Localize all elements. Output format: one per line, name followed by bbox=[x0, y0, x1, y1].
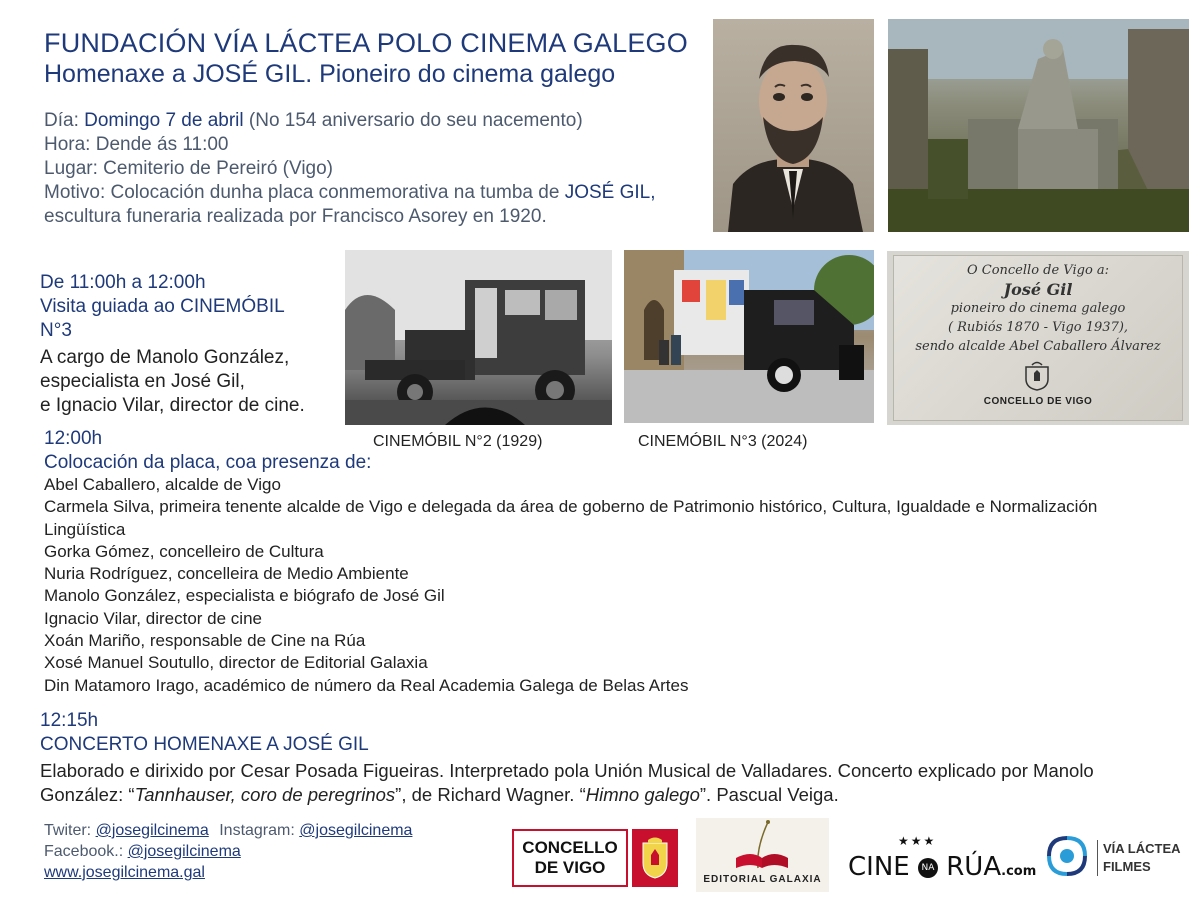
list-item: Xoán Mariño, responsable de Cine na Rúa bbox=[44, 631, 366, 651]
facebook-link[interactable]: @josegilcinema bbox=[127, 843, 241, 860]
caption-cinemobil3: CINEMÓBIL N°3 (2024) bbox=[638, 433, 808, 450]
tomb-photo bbox=[888, 19, 1189, 232]
info-dia: Día: Domingo 7 de abril (No 154 aniversario do seu nacemento) bbox=[44, 110, 583, 131]
footer-social-row1: Twiter: @josegilcinema Instagram: @josegilcinema bbox=[44, 822, 413, 839]
section1-body: A cargo de Manolo González, especialista en José Gil, e Ignacio Vilar, director de cine. bbox=[40, 347, 305, 416]
editorial-galaxia-logo: EDITORIAL GALAXIA bbox=[696, 818, 829, 892]
twitter-link[interactable]: @josegilcinema bbox=[95, 822, 209, 839]
website-link[interactable]: www.josegilcinema.gal bbox=[44, 864, 205, 881]
section3-title: CONCERTO HOMENAXE A JOSÉ GIL bbox=[40, 734, 369, 755]
cinemobil2-photo bbox=[345, 250, 612, 425]
list-item: Abel Caballero, alcalde de Vigo bbox=[44, 475, 281, 494]
list-item: Xosé Manuel Soutullo, director de Editorial Galaxia bbox=[44, 653, 428, 673]
vigo-crest-icon bbox=[1022, 361, 1052, 391]
stars-icon: ★★★ bbox=[898, 834, 937, 848]
cine-na-rua-logo: ★★★ CINE NA RÚA.com bbox=[848, 834, 1037, 882]
info-lugar: Lugar: Cemiterio de Pereiró (Vigo) bbox=[44, 158, 334, 179]
plaque-line1: O Concello de Vigo a: bbox=[966, 263, 1110, 278]
list-item: Din Matamoro Irago, académico de número da Real Academia Galega de Belas Artes bbox=[44, 675, 689, 695]
list-item: Ignacio Vilar, director de cine bbox=[44, 608, 262, 628]
section3-time: 12:15h bbox=[40, 710, 99, 731]
plaque-photo bbox=[887, 251, 1189, 425]
footer-website-row bbox=[44, 864, 205, 882]
list-item: Carmela Silva, primeira tenente alcalde de Vigo e delegada da área de goberno de Patrimonio histórico, Cultura, Igualdade e Normalización Lingüística bbox=[44, 497, 1098, 539]
plaque-line2: José Gil bbox=[1003, 280, 1073, 299]
plaque-line3: pioneiro do cinema galego bbox=[950, 301, 1126, 316]
section1-title-line2: N°3 bbox=[40, 320, 72, 341]
page-title: FUNDACIÓN VÍA LÁCTEA POLO CINEMA GALEGO bbox=[44, 28, 688, 58]
info-hora: Hora: Dende ás 11:00 bbox=[44, 134, 229, 155]
info-motivo: Motivo: Colocación dunha placa conmemorativa na tumba de JOSÉ GIL, bbox=[44, 182, 656, 203]
plaque-line5: sendo alcalde Abel Caballero Álvarez bbox=[915, 339, 1161, 354]
cinemobil3-photo bbox=[624, 250, 874, 423]
info-motivo-line2: escultura funeraria realizada por Francisco Asorey en 1920. bbox=[44, 206, 547, 227]
section3-body: Elaborado e dirixido por Cesar Posada Figueiras. Interpretado pola Unión Musical de Valladares. Concerto explicado por Manolo González: “Tannhauser, coro de peregrinos”, de Richard Wagner. “Himno galego”. Pascual Veiga. bbox=[40, 760, 1094, 805]
plaque-line4: ( Rubiós 1870 - Vigo 1937), bbox=[947, 320, 1129, 335]
vigo-shield-icon bbox=[632, 829, 678, 887]
footer-social-row2: Facebook.: @josegilcinema bbox=[44, 843, 241, 860]
page-subtitle: Homenaxe a JOSÉ GIL. Pioneiro do cinema galego bbox=[44, 60, 616, 88]
list-item: Manolo González, especialista e biógrafo de José Gil bbox=[44, 586, 445, 606]
list-item: Nuria Rodríguez, concelleira de Medio Ambiente bbox=[44, 564, 409, 584]
caption-cinemobil2: CINEMÓBIL N°2 (1929) bbox=[373, 433, 543, 450]
section2-time: 12:00h bbox=[44, 428, 103, 449]
section2-title: Colocación da placa, coa presenza de: bbox=[44, 452, 372, 473]
attendee-list bbox=[44, 474, 1174, 697]
via-lactea-filmes-logo: VÍA LÁCTEA FILMES bbox=[1045, 830, 1175, 886]
instagram-link[interactable]: @josegilcinema bbox=[299, 822, 413, 839]
section1-title: Visita guiada ao CINEMÓBIL bbox=[40, 296, 285, 317]
plaque-line6: CONCELLO DE VIGO bbox=[983, 396, 1093, 407]
concello-vigo-logo: CONCELLO DE VIGO bbox=[512, 829, 678, 887]
list-item: Gorka Gómez, concelleiro de Cultura bbox=[44, 541, 324, 561]
spiral-icon bbox=[1045, 834, 1089, 878]
section1-time: De 11:00h a 12:00h bbox=[40, 272, 206, 293]
portrait-photo bbox=[713, 19, 874, 232]
